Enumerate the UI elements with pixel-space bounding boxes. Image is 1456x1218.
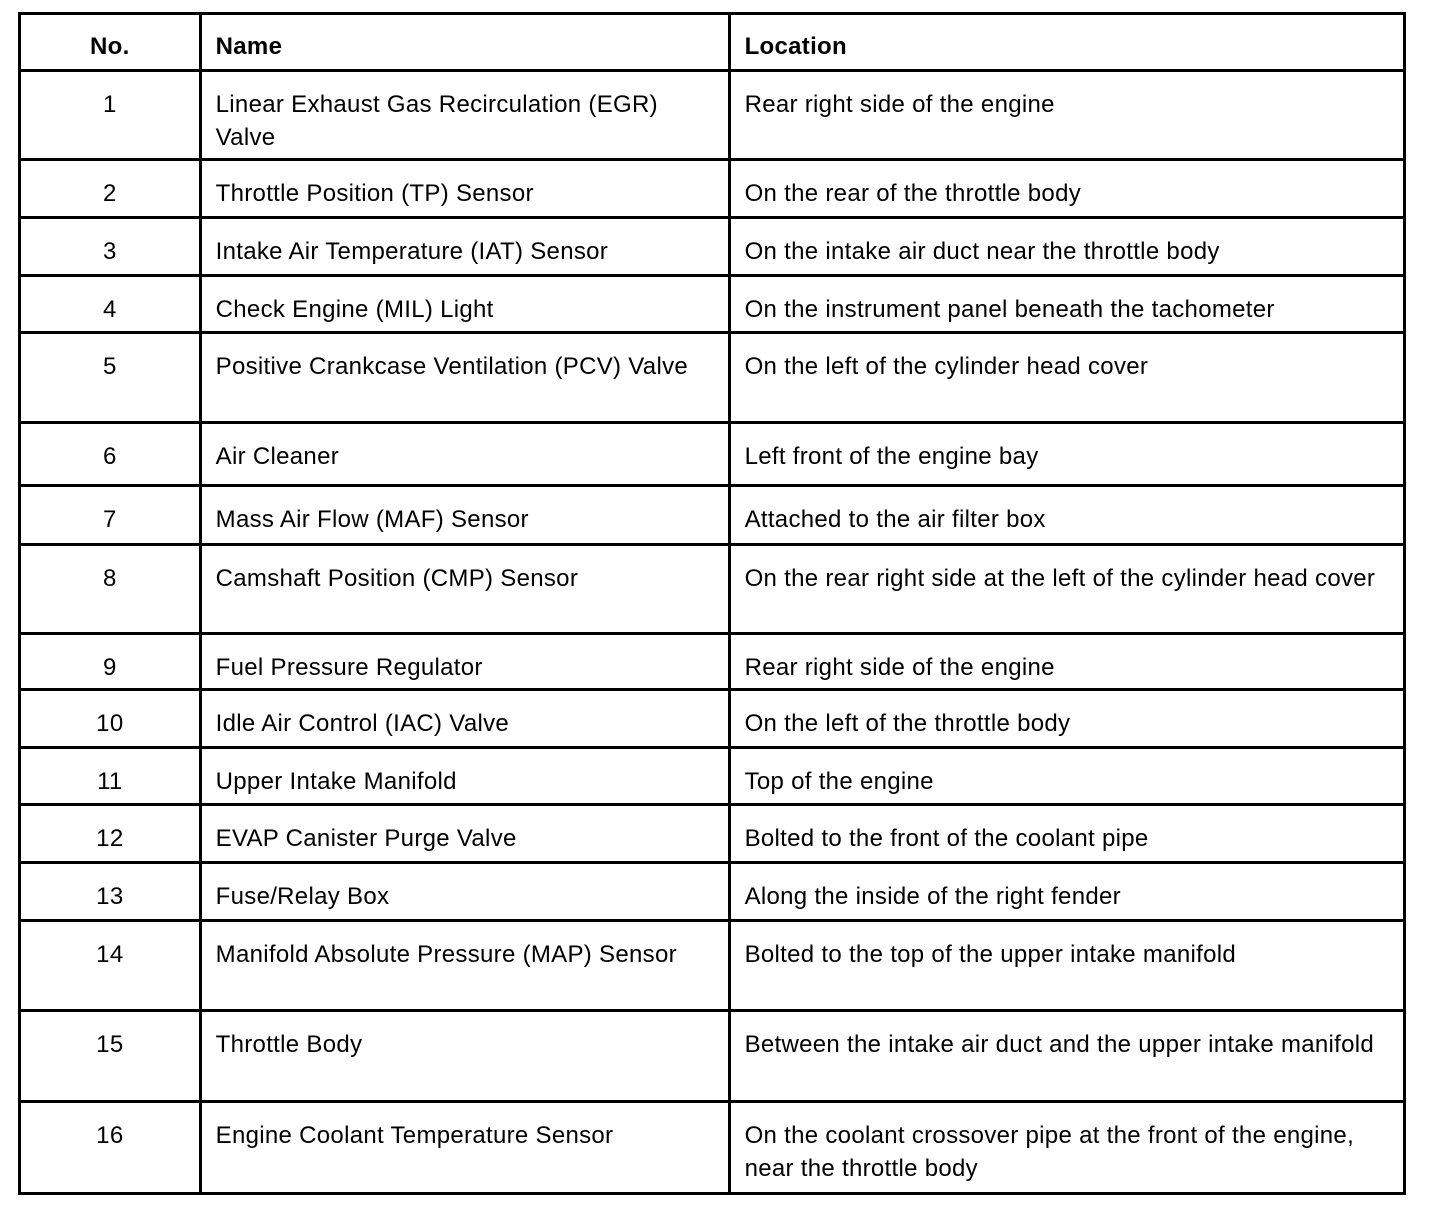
component-name: Fuse/Relay Box xyxy=(200,863,729,921)
row-number: 13 xyxy=(20,863,201,921)
component-name: Idle Air Control (IAC) Valve xyxy=(200,690,729,748)
component-location: Along the inside of the right fender xyxy=(729,863,1404,921)
component-name: Engine Coolant Temperature Sensor xyxy=(200,1102,729,1194)
component-location: On the instrument panel beneath the tachometer xyxy=(729,276,1404,333)
table-row xyxy=(20,545,1405,634)
component-name: Fuel Pressure Regulator xyxy=(200,634,729,690)
row-number: 11 xyxy=(20,748,201,805)
component-name: Intake Air Temperature (IAT) Sensor xyxy=(200,218,729,276)
component-location: Between the intake air duct and the upper intake manifold xyxy=(729,1011,1404,1102)
row-number: 14 xyxy=(20,921,201,1011)
component-name: Upper Intake Manifold xyxy=(200,748,729,805)
component-location: On the intake air duct near the throttle body xyxy=(729,218,1404,276)
component-name: Linear Exhaust Gas Recirculation (EGR) Valve xyxy=(200,71,729,160)
row-number: 8 xyxy=(20,545,201,634)
component-name: EVAP Canister Purge Valve xyxy=(200,805,729,863)
row-number: 6 xyxy=(20,423,201,486)
component-location-table xyxy=(18,12,1406,1195)
row-number: 2 xyxy=(20,160,201,218)
header-row xyxy=(20,14,1405,71)
component-location: On the left of the throttle body xyxy=(729,690,1404,748)
component-location: On the left of the cylinder head cover xyxy=(729,333,1404,423)
component-name: Throttle Body xyxy=(200,1011,729,1102)
table-row xyxy=(20,71,1405,160)
row-number: 1 xyxy=(20,71,201,160)
table-row xyxy=(20,748,1405,805)
header-location: Location xyxy=(729,14,1404,71)
component-location: Top of the engine xyxy=(729,748,1404,805)
component-location: Rear right side of the engine xyxy=(729,634,1404,690)
table-row xyxy=(20,634,1405,690)
component-location: Bolted to the front of the coolant pipe xyxy=(729,805,1404,863)
table-row xyxy=(20,690,1405,748)
header-name: Name xyxy=(200,14,729,71)
row-number: 3 xyxy=(20,218,201,276)
component-location: On the rear right side at the left of the cylinder head cover xyxy=(729,545,1404,634)
row-number: 7 xyxy=(20,486,201,545)
component-name: Manifold Absolute Pressure (MAP) Sensor xyxy=(200,921,729,1011)
row-number: 15 xyxy=(20,1011,201,1102)
row-number: 9 xyxy=(20,634,201,690)
component-location: Bolted to the top of the upper intake manifold xyxy=(729,921,1404,1011)
table-row xyxy=(20,1102,1405,1194)
table-row xyxy=(20,805,1405,863)
table-row xyxy=(20,921,1405,1011)
component-location: Attached to the air filter box xyxy=(729,486,1404,545)
component-name: Camshaft Position (CMP) Sensor xyxy=(200,545,729,634)
component-location: On the rear of the throttle body xyxy=(729,160,1404,218)
row-number: 12 xyxy=(20,805,201,863)
row-number: 4 xyxy=(20,276,201,333)
row-number: 10 xyxy=(20,690,201,748)
table-row xyxy=(20,1011,1405,1102)
table-row xyxy=(20,423,1405,486)
table-row xyxy=(20,160,1405,218)
table-row xyxy=(20,333,1405,423)
component-name: Air Cleaner xyxy=(200,423,729,486)
table-row xyxy=(20,863,1405,921)
component-location: On the coolant crossover pipe at the front of the engine, near the throttle body xyxy=(729,1102,1404,1194)
component-name: Positive Crankcase Ventilation (PCV) Valve xyxy=(200,333,729,423)
component-location: Left front of the engine bay xyxy=(729,423,1404,486)
table-row xyxy=(20,486,1405,545)
component-name: Check Engine (MIL) Light xyxy=(200,276,729,333)
component-name: Mass Air Flow (MAF) Sensor xyxy=(200,486,729,545)
component-location: Rear right side of the engine xyxy=(729,71,1404,160)
table-row xyxy=(20,218,1405,276)
component-name: Throttle Position (TP) Sensor xyxy=(200,160,729,218)
table-row xyxy=(20,276,1405,333)
header-no: No. xyxy=(20,14,201,71)
row-number: 5 xyxy=(20,333,201,423)
row-number: 16 xyxy=(20,1102,201,1194)
